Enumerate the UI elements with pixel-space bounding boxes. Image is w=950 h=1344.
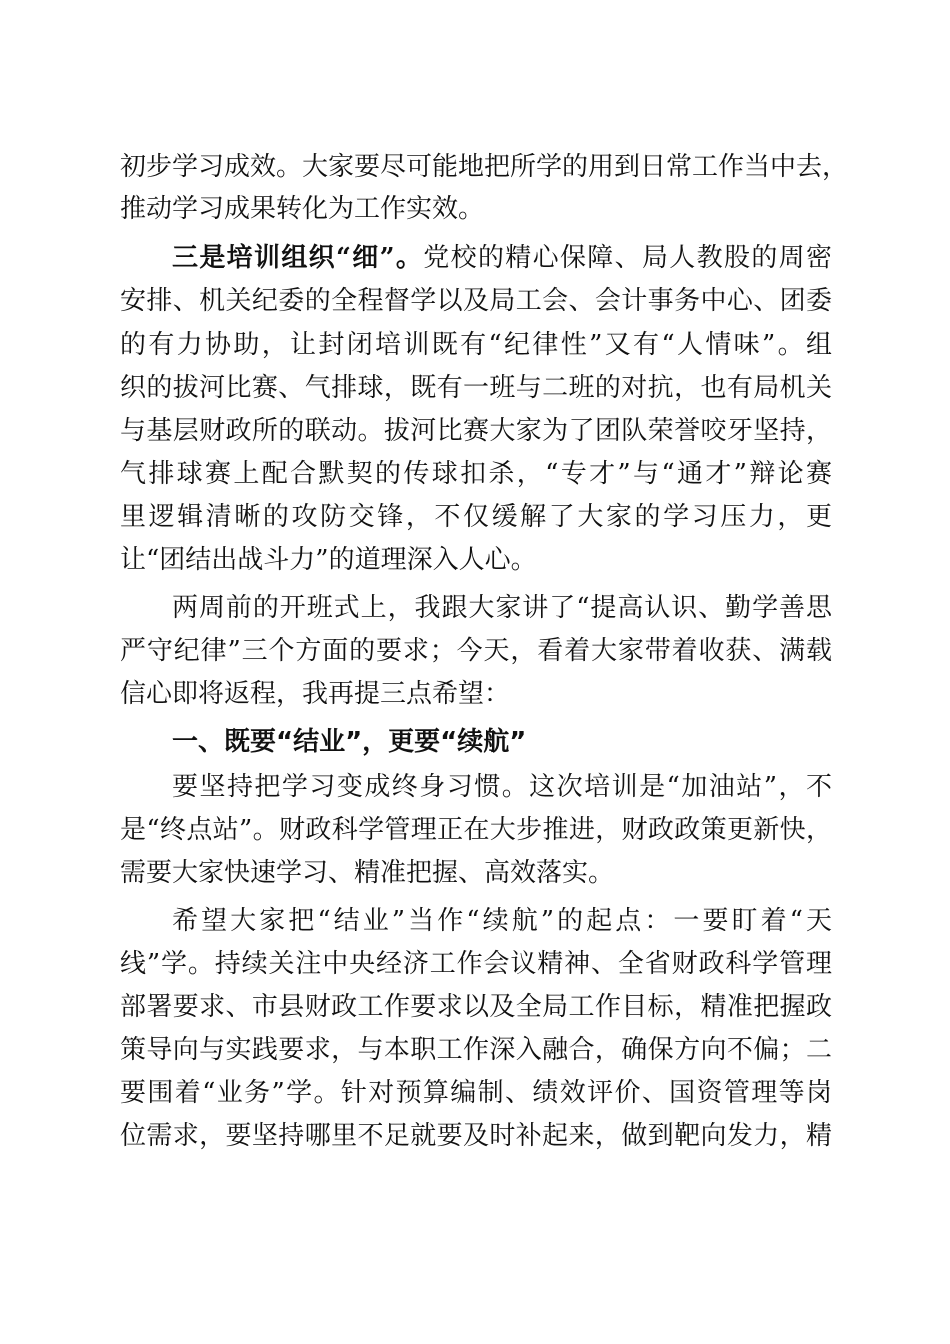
paragraph-line: 策导向与实践要求，与本职工作深入融合，确保方向不偏；二 [120,1035,832,1065]
paragraph-line: 位需求，要坚持哪里不足就要及时补起来，做到靶向发力，精 [120,1121,832,1151]
paragraph-line: 初步学习成效。大家要尽可能地把所学的用到日常工作当中去， [120,152,849,182]
paragraph-line: 织的拔河比赛、气排球，既有一班与二班的对抗，也有局机关 [120,373,832,403]
paragraph-line: 线”学。持续关注中央经济工作会议精神、全省财政科学管理 [120,949,832,979]
paragraph-line: 的有力协助，让封闭培训既有“纪律性”又有“人情味”。组 [120,330,832,360]
paragraph-lead-rest: 党校的精心保障、局人教股的周密 [423,243,832,273]
paragraph-line: 是“终点站”。财政科学管理正在大步推进，财政政策更新快， [120,815,832,845]
paragraph-line: 要坚持把学习变成终身习惯。这次培训是“加油站”，不 [172,772,832,802]
paragraph-line: 推动学习成果转化为工作实效。 [120,194,485,224]
paragraph-line: 气排球赛上配合默契的传球扣杀，“专才”与“通才”辩论赛 [120,459,832,489]
paragraph-line: 严守纪律”三个方面的要求；今天，看着大家带着收获、满载 [120,636,832,666]
paragraph-line: 要围着“业务”学。针对预算编制、绩效评价、国资管理等岗 [120,1078,832,1108]
paragraph-line: 希望大家把“结业”当作“续航”的起点：一要盯着“天 [172,906,832,936]
paragraph-line: 信心即将返程，我再提三点希望： [120,679,511,709]
paragraph-line: 安排、机关纪委的全程督学以及局工会、会计事务中心、团委 [120,286,832,316]
paragraph-line: 部署要求、市县财政工作要求以及全局工作目标，精准把握政 [120,992,832,1022]
section-heading: 一、既要“结业”，更要“续航” [172,727,527,757]
paragraph-lead-bold: 三是培训组织“细”。 [172,243,424,273]
paragraph-line: 里逻辑清晰的攻防交锋，不仅缓解了大家的学习压力，更 [120,502,832,532]
paragraph-line: 让“团结出战斗力”的道理深入人心。 [120,545,537,575]
paragraph-line: 两周前的开班式上，我跟大家讲了“提高认识、勤学善思 [172,593,832,623]
paragraph-line: 需要大家快速学习、精准把握、高效落实。 [120,858,615,888]
paragraph-line [172,238,832,278]
paragraph-line: 与基层财政所的联动。拔河比赛大家为了团队荣誉咬牙坚持， [120,416,832,446]
